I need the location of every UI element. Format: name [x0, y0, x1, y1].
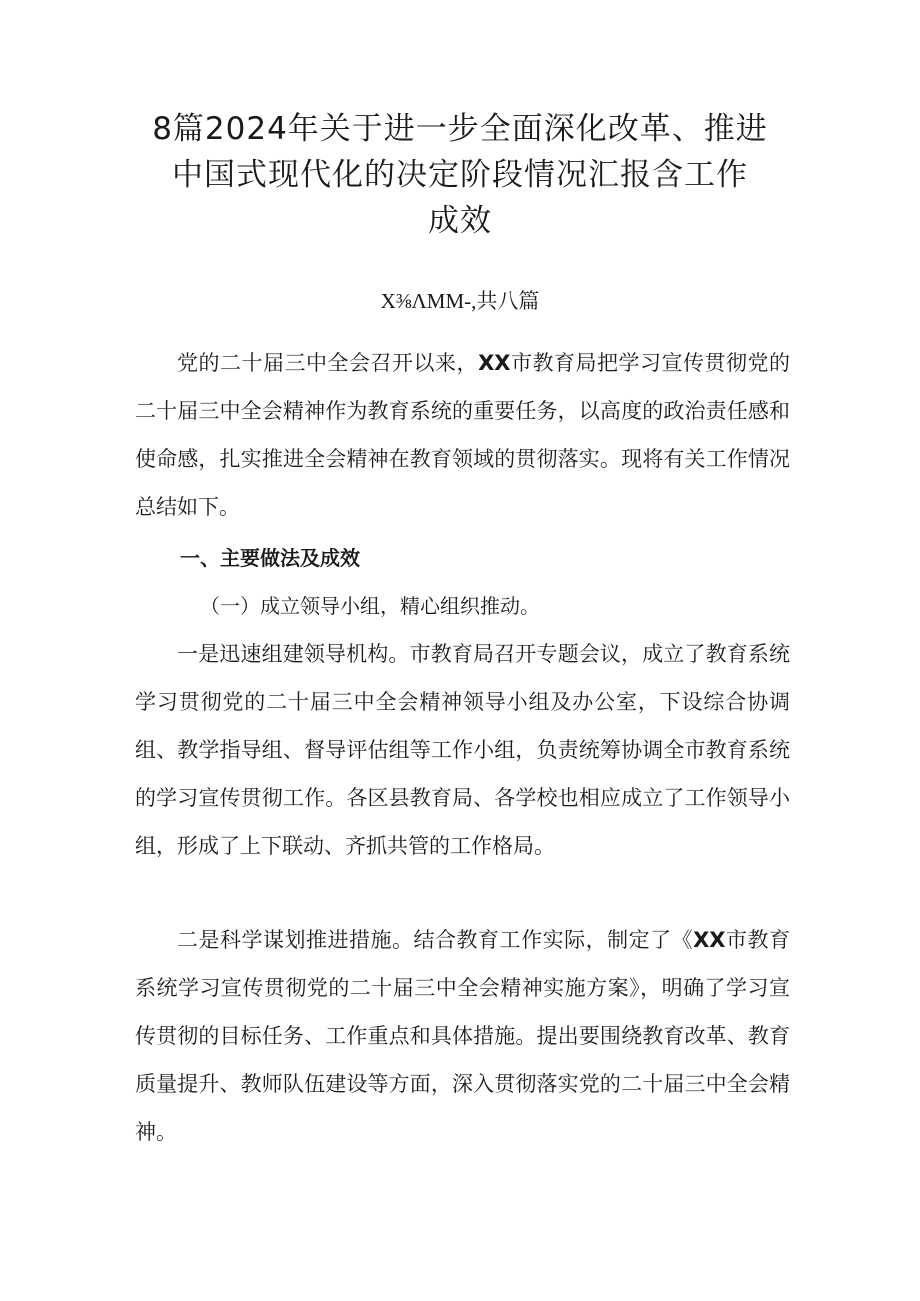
document-subtitle: X⅜ΛMM-,共八篇	[380, 289, 540, 313]
section-heading: 一、主要做法及成效	[180, 546, 360, 570]
planning-text-2: 市教育系统学习宣传贯彻党的二十届三中全会精神实施方案》，明确了学习宣传贯彻的目标任务、工作重点和具体措施。提出要围绕教育改革、教育质量提升、教师队伍建设等方面，深入贯彻落实党的二十届三中全会精神。	[135, 928, 791, 1144]
planning-text-1: 二是科学谋划推进措施。结合教育工作实际，制定了《	[177, 928, 694, 952]
intro-text-2: 市教育局把学习宣传贯彻党的二十届三中全会精神作为教育系统的重要任务，以高度的政治责任感和使命感，扎实推进全会精神在教育领域的贯彻落实。现将有关工作情况总结如下。	[135, 351, 791, 519]
title-line-2: 中国式现代化的决定阶段情况汇报含工作	[172, 157, 748, 193]
intro-xx: XX	[478, 351, 511, 375]
subsection-heading: （一）成立领导小组，精心组织推动。	[200, 594, 540, 618]
leadership-paragraph: 一是迅速组建领导机构。市教育局召开专题会议，成立了教育系统学习贯彻党的二十届三中全会精神领导小组及办公室，下设综合协调组、教学指导组、督导评估组等工作小组，负责统筹协调全市教育系统的学习宣传贯彻工作。各区县教育局、各学校也相应成立了工作领导小组，形成了上下联动、齐抓共管的工作格局。	[135, 642, 790, 858]
title-line-1: 8篇2024年关于进一步全面深化改革、推进	[152, 111, 768, 147]
intro-paragraph	[135, 339, 790, 531]
title-line-3: 成效	[428, 203, 492, 239]
planning-paragraph	[135, 916, 790, 1156]
intro-text-1: 党的二十届三中全会召开以来，	[177, 351, 479, 375]
document-title	[130, 106, 790, 244]
planning-xx: XX	[693, 928, 726, 952]
